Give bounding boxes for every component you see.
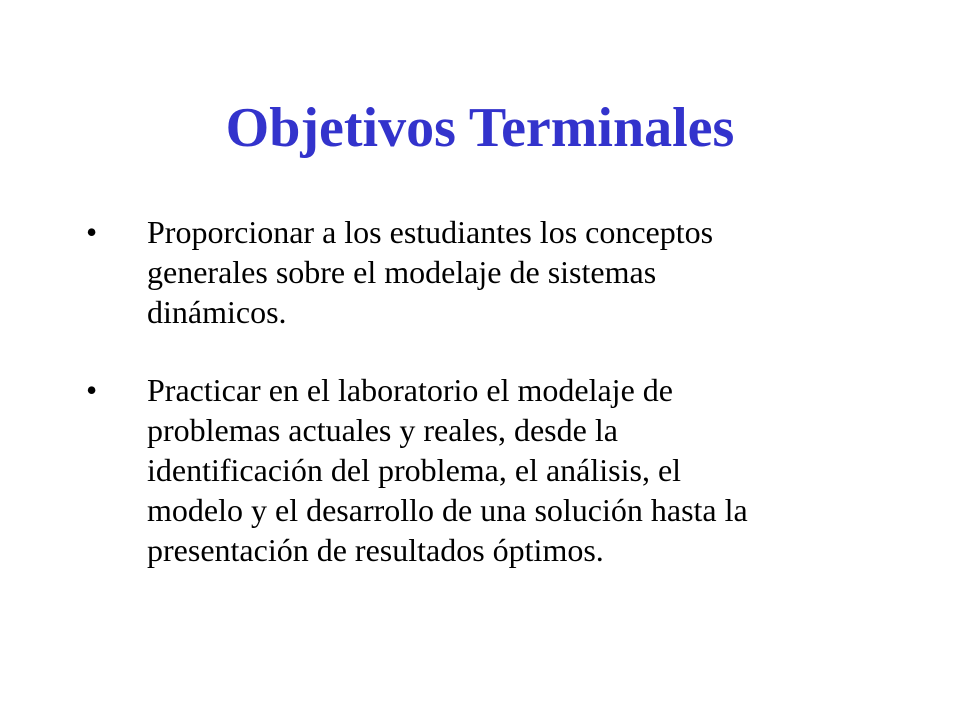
- bullet-icon: •: [86, 372, 98, 408]
- bullet-icon: •: [86, 214, 98, 250]
- slide-title: Objetivos Terminales: [225, 97, 735, 159]
- bullet-list: [0, 212, 960, 608]
- bullet-text: Proporcionar a los estudiantes los conceptos generales sobre el modelaje de sistemas dinámicos.: [147, 214, 714, 330]
- bullet-item: [0, 212, 960, 332]
- bullet-text: Practicar en el laboratorio el modelaje de problemas actuales y reales, desde la identificación del problema, el análisis, el modelo y el desarrollo de una solución hasta la presentación de resultados óptimos.: [147, 372, 748, 568]
- bullet-item: [0, 370, 960, 570]
